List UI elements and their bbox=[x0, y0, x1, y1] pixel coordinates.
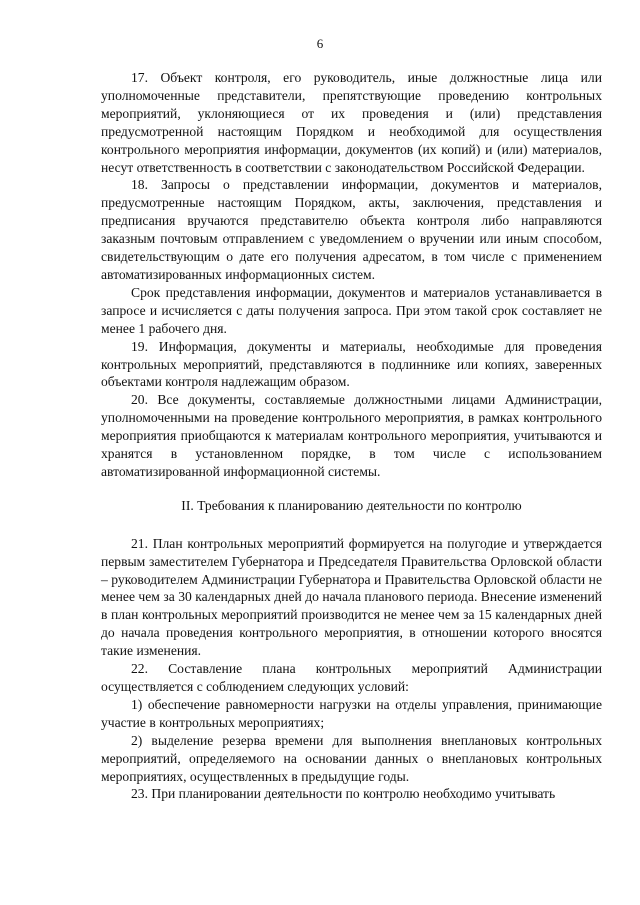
paragraph-19: 19. Информация, документы и материалы, необходимые для проведения контрольных мероприятий, представляются в подлиннике или копиях, заверенных объектами контроля надлежащим образом. bbox=[101, 338, 602, 390]
paragraph-22: 22. Составление плана контрольных мероприятий Администрации осуществляется с соблюдением следующих условий: bbox=[101, 661, 602, 694]
paragraph-18: 18. Запросы о представлении информации, документов и материалов, предусмотренные настоящим Порядком, акты, заключения, представления и предписания вручаются представителю объекта контроля либо направляются заказным почтовым отправлением с уведомлением о вручении или иным способом, свидетельствующим о дате его получения адресатом, в том числе с применением автоматизированных информационных систем. bbox=[101, 177, 602, 282]
paragraph-22-item-1: 1) обеспечение равномерности нагрузки на отделы управления, принимающие участие в контрольных мероприятиях; bbox=[101, 696, 602, 730]
paragraph-20: 20. Все документы, составляемые должностными лицами Администрации, уполномоченными на проведение контрольного мероприятия, в рамках контрольного мероприятия приобщаются к материалам контрольного мероприятия, учитываются и хранятся в установленном порядке, в том числе с использованием автоматизированной информационной системы. bbox=[101, 392, 602, 479]
paragraph-17: 17. Объект контроля, его руководитель, иные должностные лица или уполномоченные представители, препятствующие проведению контрольных мероприятий, уклоняющиеся от их проведения и (или) представления предусмотренной настоящим Порядком и необходимой для осуществления контрольного мероприятия информации, документов (их копий) и (или) материалов, несут ответственность в соответствии с законодательством Российской Федерации. bbox=[101, 70, 602, 175]
paragraph-23: 23. При планировании деятельности по контролю необходимо учитывать bbox=[131, 786, 556, 802]
page-number: 6 bbox=[316, 36, 324, 51]
section-heading: II. Требования к планированию деятельности по контролю bbox=[181, 497, 522, 513]
paragraph-22-item-2: 2) выделение резерва времени для выполнения внеплановых контрольных мероприятий, определяемого на основании данных о внеплановых контрольных мероприятиях, осуществленных в предыдущие годы. bbox=[101, 732, 602, 784]
document-body bbox=[101, 69, 602, 803]
paragraph-21: 21. План контрольных мероприятий формируется на полугодие и утверждается первым заместителем Губернатора и Председателя Правительства Орловской области – руководителем Администрации Губернатора и Правительства Орловской области не менее чем за 30 календарных дней до начала планового периода. Внесение изменений в план контрольных мероприятий производится не менее чем за 15 календарных дней до начала проведения контрольного мероприятия, в отношении которого вносятся такие изменения. bbox=[101, 535, 602, 659]
paragraph-18-deadline: Срок представления информации, документов и материалов устанавливается в запросе и исчисляется с даты получения запроса. При этом такой срок составляет не менее 1 рабочего дня. bbox=[101, 284, 602, 336]
